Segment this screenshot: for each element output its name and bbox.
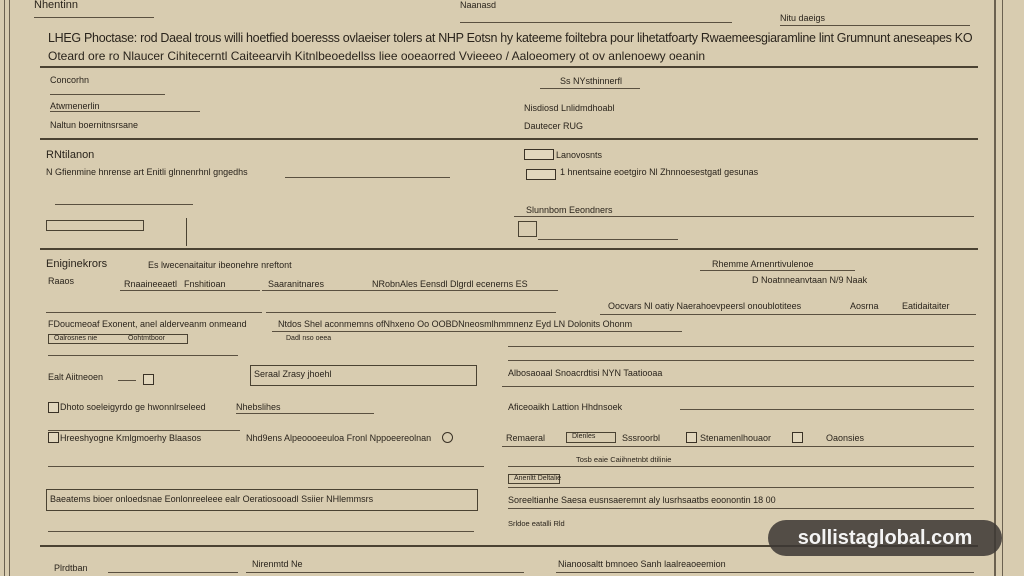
section-c-subtitle: Es lwecenaitaitur ibeonehre nreftont: [148, 260, 292, 270]
row3-rule: [272, 331, 682, 332]
row1-rule-b: [262, 290, 558, 291]
f3-checkbox[interactable]: [48, 432, 59, 443]
f2-right-rule: [680, 409, 974, 410]
row3-right-rule: [508, 346, 974, 347]
f1-right: Albosaoaal Snoacrdtisi NYN Taatiooaa: [508, 368, 663, 378]
section-b-right-rule-2: [538, 239, 678, 240]
f1-checkbox[interactable]: [143, 374, 154, 385]
left-border: [4, 0, 10, 576]
bottom-left: Plrdtban: [54, 563, 88, 573]
f2-label: Dhoto soeleigyrdo ge hwonnlrseleed: [60, 402, 206, 412]
section-c-right-rule: [700, 270, 855, 271]
row1-rule-a: [120, 290, 260, 291]
section-b-right-box[interactable]: [524, 149, 554, 160]
f1-dash: [118, 380, 136, 381]
intro-line-2: Oteard ore ro Nlaucer Cihitecerntl Caiteearvih Kitnlbeoedellss liee ooeaorred Vvieeeo / Aaloeomery ot ov anlenoewy oeanin: [48, 49, 706, 63]
section-b-divider: [40, 248, 978, 250]
row2-rule-left: [46, 312, 262, 313]
section-b-title: RNtilanon: [46, 149, 95, 161]
header-left-line: [34, 17, 154, 18]
f3-right-checkbox-1[interactable]: [686, 432, 697, 443]
bottom-right-rule: [556, 572, 974, 573]
f3-label: Hreeshyogne Kmlgmoerhy Blaasos: [60, 433, 202, 443]
section-a-left-3: Naltun boernitnsrsane: [50, 120, 139, 130]
row1-a: Raaos: [48, 276, 75, 286]
row3-rule-2: [48, 355, 238, 356]
row3-sub3: Dadl nso oeea: [286, 335, 332, 342]
row2-a: Oocvars Nl oatiy Naerahoevpeersl onoublotitees: [608, 301, 802, 311]
f1-label: Ealt Aiitneoen: [48, 372, 104, 382]
section-a-left-1: Concorhn: [50, 75, 90, 85]
f2-mid-rule: [236, 413, 374, 414]
f3-right-checkbox-2[interactable]: [792, 432, 803, 443]
header-center-label: Naanasd: [460, 0, 497, 10]
row3-a: FDoucmeoaf Exonent, anel alderveanm onmeand: [48, 319, 247, 329]
section-a-left-2: Atwmenerlin: [50, 101, 100, 111]
f3-right-d: Stenamenlhouaor: [700, 433, 772, 443]
row2-rule-right: [600, 314, 976, 315]
section-b-line-1-rule: [285, 177, 450, 178]
row3-right-rule-2: [508, 360, 974, 361]
section-a-divider: [40, 138, 978, 140]
f5-right: Soreeltianhe Saesa eusnsaeremnt aly lusrhsaatbs eoonontin 18 00: [508, 495, 776, 505]
section-b-line-1: N Gfienmine hnrense art Enitli glnnenrhnl gngedhs: [46, 167, 248, 177]
right-border: [994, 0, 1003, 576]
row1-b: Rnaaineeaetl: [124, 279, 178, 289]
f4-right-2: Aneriltt Deltalie: [514, 475, 562, 482]
row2-c: Eatidaitaiter: [902, 301, 950, 311]
f3-mid: Nhd9ens Alpeoooeeuloa Fronl Nppoeereolnan: [246, 433, 432, 443]
bottom-right: Nianoosaltt bmnoeo Sanh laalreaoeemion: [558, 559, 726, 569]
f3-right-b: Dlenles: [572, 433, 596, 440]
section-b-right-rule: [514, 216, 974, 217]
row3-b: Ntdos Shel aconmemns ofNhxeno Oo OOBDNneosmlhmmnenz Eyd LN Dolonits Ohonm: [278, 319, 633, 329]
f2-right: Aficeoaikh Lattion Hhdnsoek: [508, 402, 623, 412]
row1-e: NRobnAles Eensdl Dlgrdl ecenerns ES: [372, 279, 528, 289]
section-b-right-box-2[interactable]: [526, 169, 556, 180]
intro-line-1: LHEG Phoctase: rod Daeal trous willi hoetfied boeresss ovlaeiser tolers at NHP Eotsn hy kateeme foiltebra pour lihetatfoarty Rwaemeesgiaramline lint Grumnunt aneseapes KO: [48, 31, 973, 45]
f3-right-e: Oaonsies: [826, 433, 865, 443]
f6-rule: [48, 531, 474, 532]
f4-right-rule-2: [508, 487, 974, 488]
row3-sub1: Oalrosnes nie: [54, 335, 98, 342]
f2-mid: Nhebslihes: [236, 402, 281, 412]
row1-right: D Noatnneanvtaan N/9 Naak: [752, 275, 868, 285]
f1-box-text: Seraal Zrasy jhoehl: [254, 369, 332, 379]
section-a-line-1: [50, 94, 165, 95]
section-b-input-box[interactable]: [46, 220, 144, 231]
section-a-right-1: Ss NYsthinnerfl: [560, 76, 623, 86]
f2-checkbox[interactable]: [48, 402, 59, 413]
section-b-vertical-rule: [186, 218, 187, 246]
section-b-right-line-1: 1 hnentsaine eoetgiro Nl Zhnnoesestgatl gesunas: [560, 167, 759, 177]
row2-rule-mid: [266, 312, 556, 313]
section-b-right-line-2: Slunnbom Eeondners: [526, 205, 613, 215]
section-a-right-2: Nisdiosd Lnlidmdhoabl: [524, 103, 615, 113]
f3-rule-top: [48, 430, 240, 431]
f3-right-c: Sssroorbl: [622, 433, 661, 443]
f4-rule: [48, 466, 484, 467]
f3-radio[interactable]: [442, 432, 453, 443]
section-c-title: Eniginekrors: [46, 258, 108, 270]
intro-divider: [40, 66, 978, 68]
header-right-line: [780, 25, 970, 26]
section-a-line-2: [50, 111, 200, 112]
row2-b: Aosrna: [850, 301, 879, 311]
f5-box-text: Baeatems bioer onloedsnae Eonlonreeleee ealr Oeratiosooadl Ssiier NHlemmsrs: [50, 494, 374, 504]
bottom-left-rule: [108, 572, 238, 573]
section-b-right-title: Lanovosnts: [556, 150, 603, 160]
f5-right-rule: [508, 508, 974, 509]
row3-sub2: Oohtmtboor: [128, 335, 165, 342]
header-right-label: Nitu daeigs: [780, 13, 826, 23]
bottom-mid: Nirenmtd Ne: [252, 559, 303, 569]
f6-right: Srldoe eatalli Rld: [508, 519, 565, 528]
f4-right-rule: [508, 466, 974, 467]
watermark-badge: sollistaglobal.com: [768, 520, 1002, 556]
section-b-blank-line: [55, 204, 193, 205]
section-c-right-title: Rhemme Arnenrtivulenoe: [712, 259, 814, 269]
f4-right-1: Tosb eaie Caiihnetnbt dtilinie: [576, 455, 672, 464]
f3-right-rule: [502, 446, 974, 447]
section-a-right-line-1: [540, 88, 640, 89]
row1-c: Fnshitioan: [184, 279, 226, 289]
row1-d: Saaranitnares: [268, 279, 325, 289]
section-a-right-3: Dautecer RUG: [524, 121, 584, 131]
bottom-mid-rule: [246, 572, 524, 573]
section-b-right-checkbox[interactable]: [518, 221, 537, 237]
header-left-label: Nhentinn: [34, 0, 79, 11]
f1-right-rule: [502, 386, 974, 387]
f3-right-a: Remaeral: [506, 433, 546, 443]
header-center-line: [460, 22, 732, 23]
